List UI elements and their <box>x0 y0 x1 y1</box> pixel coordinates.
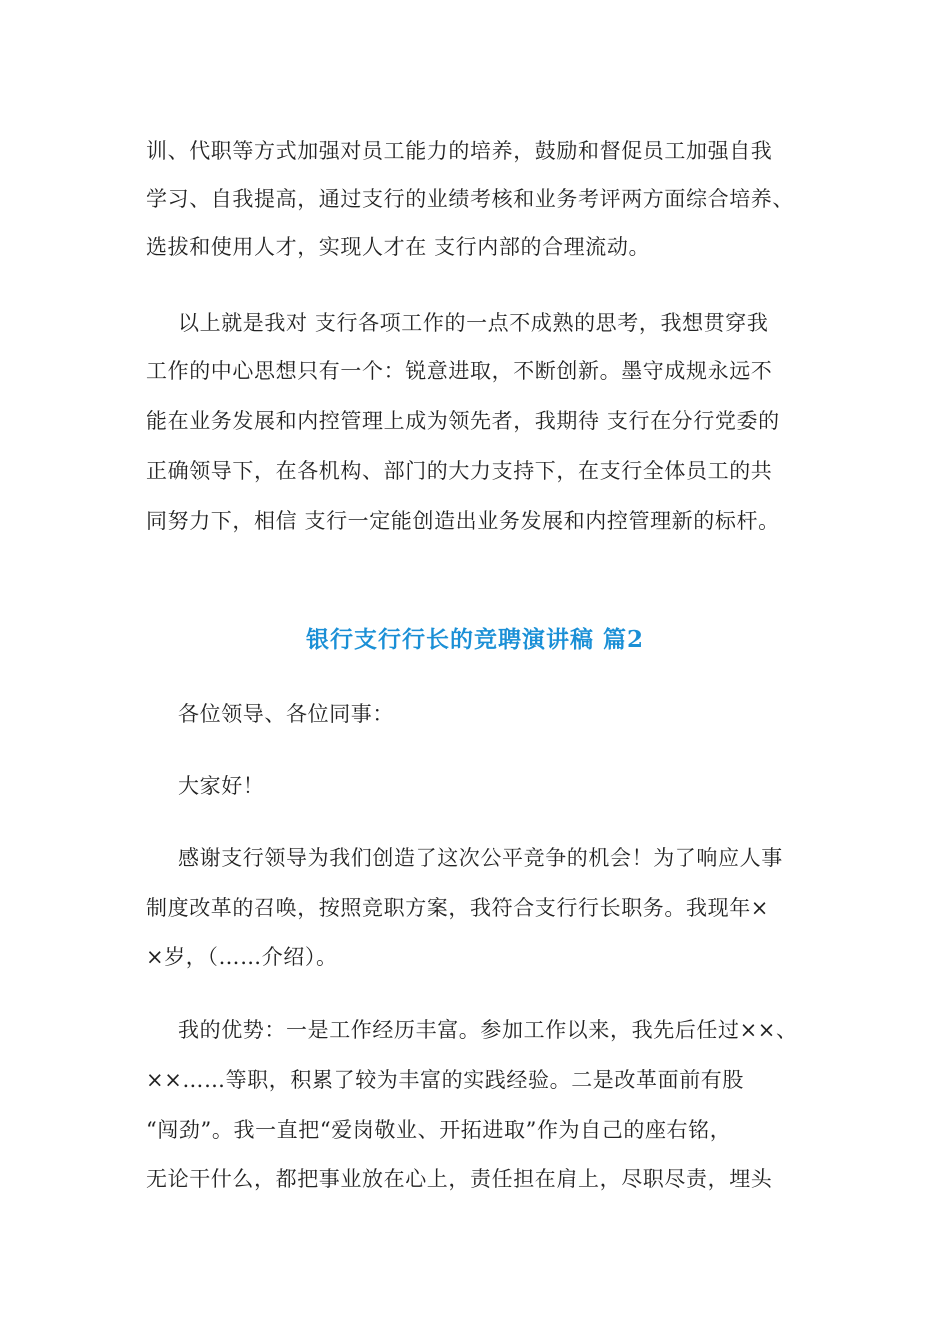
paragraph-4-line-4: 无论干什么，都把事业放在心上，责任担在肩上，尽职尽责，埋头 <box>146 1167 773 1191</box>
paragraph-4-line-1: 我的优势：一是工作经历丰富。参加工作以来，我先后任过××、 <box>178 1018 798 1042</box>
paragraph-1-line-2: 学习、自我提高，通过支行的业绩考核和业务考评两方面综合培养、 <box>146 187 794 211</box>
paragraph-3-line-1: 感谢支行领导为我们创造了这次公平竞争的机会！为了响应人事 <box>178 846 783 870</box>
paragraph-2-line-2: 工作的中心思想只有一个：锐意进取，不断创新。墨守成规永远不 <box>146 359 773 383</box>
section-title: 银行支行行长的竞聘演讲稿 篇2 <box>305 626 644 653</box>
paragraph-2-line-1: 以上就是我对 支行各项工作的一点不成熟的思考，我想贯穿我 <box>178 311 769 335</box>
paragraph-2-line-3: 能在业务发展和内控管理上成为领先者，我期待 支行在分行党委的 <box>146 409 780 433</box>
paragraph-2-line-4: 正确领导下，在各机构、部门的大力支持下，在支行全体员工的共 <box>146 459 773 483</box>
paragraph-2-line-5: 同努力下，相信 支行一定能创造出业务发展和内控管理新的标杆。 <box>146 509 780 533</box>
paragraph-3-line-3: ×岁，（……介绍）。 <box>146 945 338 969</box>
hello-line: 大家好！ <box>178 774 265 798</box>
paragraph-4-line-3: “闯劲”。我一直把“爱岗敬业、开拓进取”作为自己的座右铭， <box>146 1118 732 1142</box>
paragraph-1-line-1: 训、代职等方式加强对员工能力的培养，鼓励和督促员工加强自我 <box>146 139 773 163</box>
greeting: 各位领导、各位同事： <box>178 702 394 726</box>
paragraph-1-line-3: 选拔和使用人才，实现人才在 支行内部的合理流动。 <box>146 235 651 259</box>
paragraph-3-line-2: 制度改革的召唤，按照竞职方案，我符合支行行长职务。我现年× <box>146 896 769 920</box>
paragraph-4-line-2: ××……等职，积累了较为丰富的实践经验。二是改革面前有股 <box>146 1068 744 1092</box>
